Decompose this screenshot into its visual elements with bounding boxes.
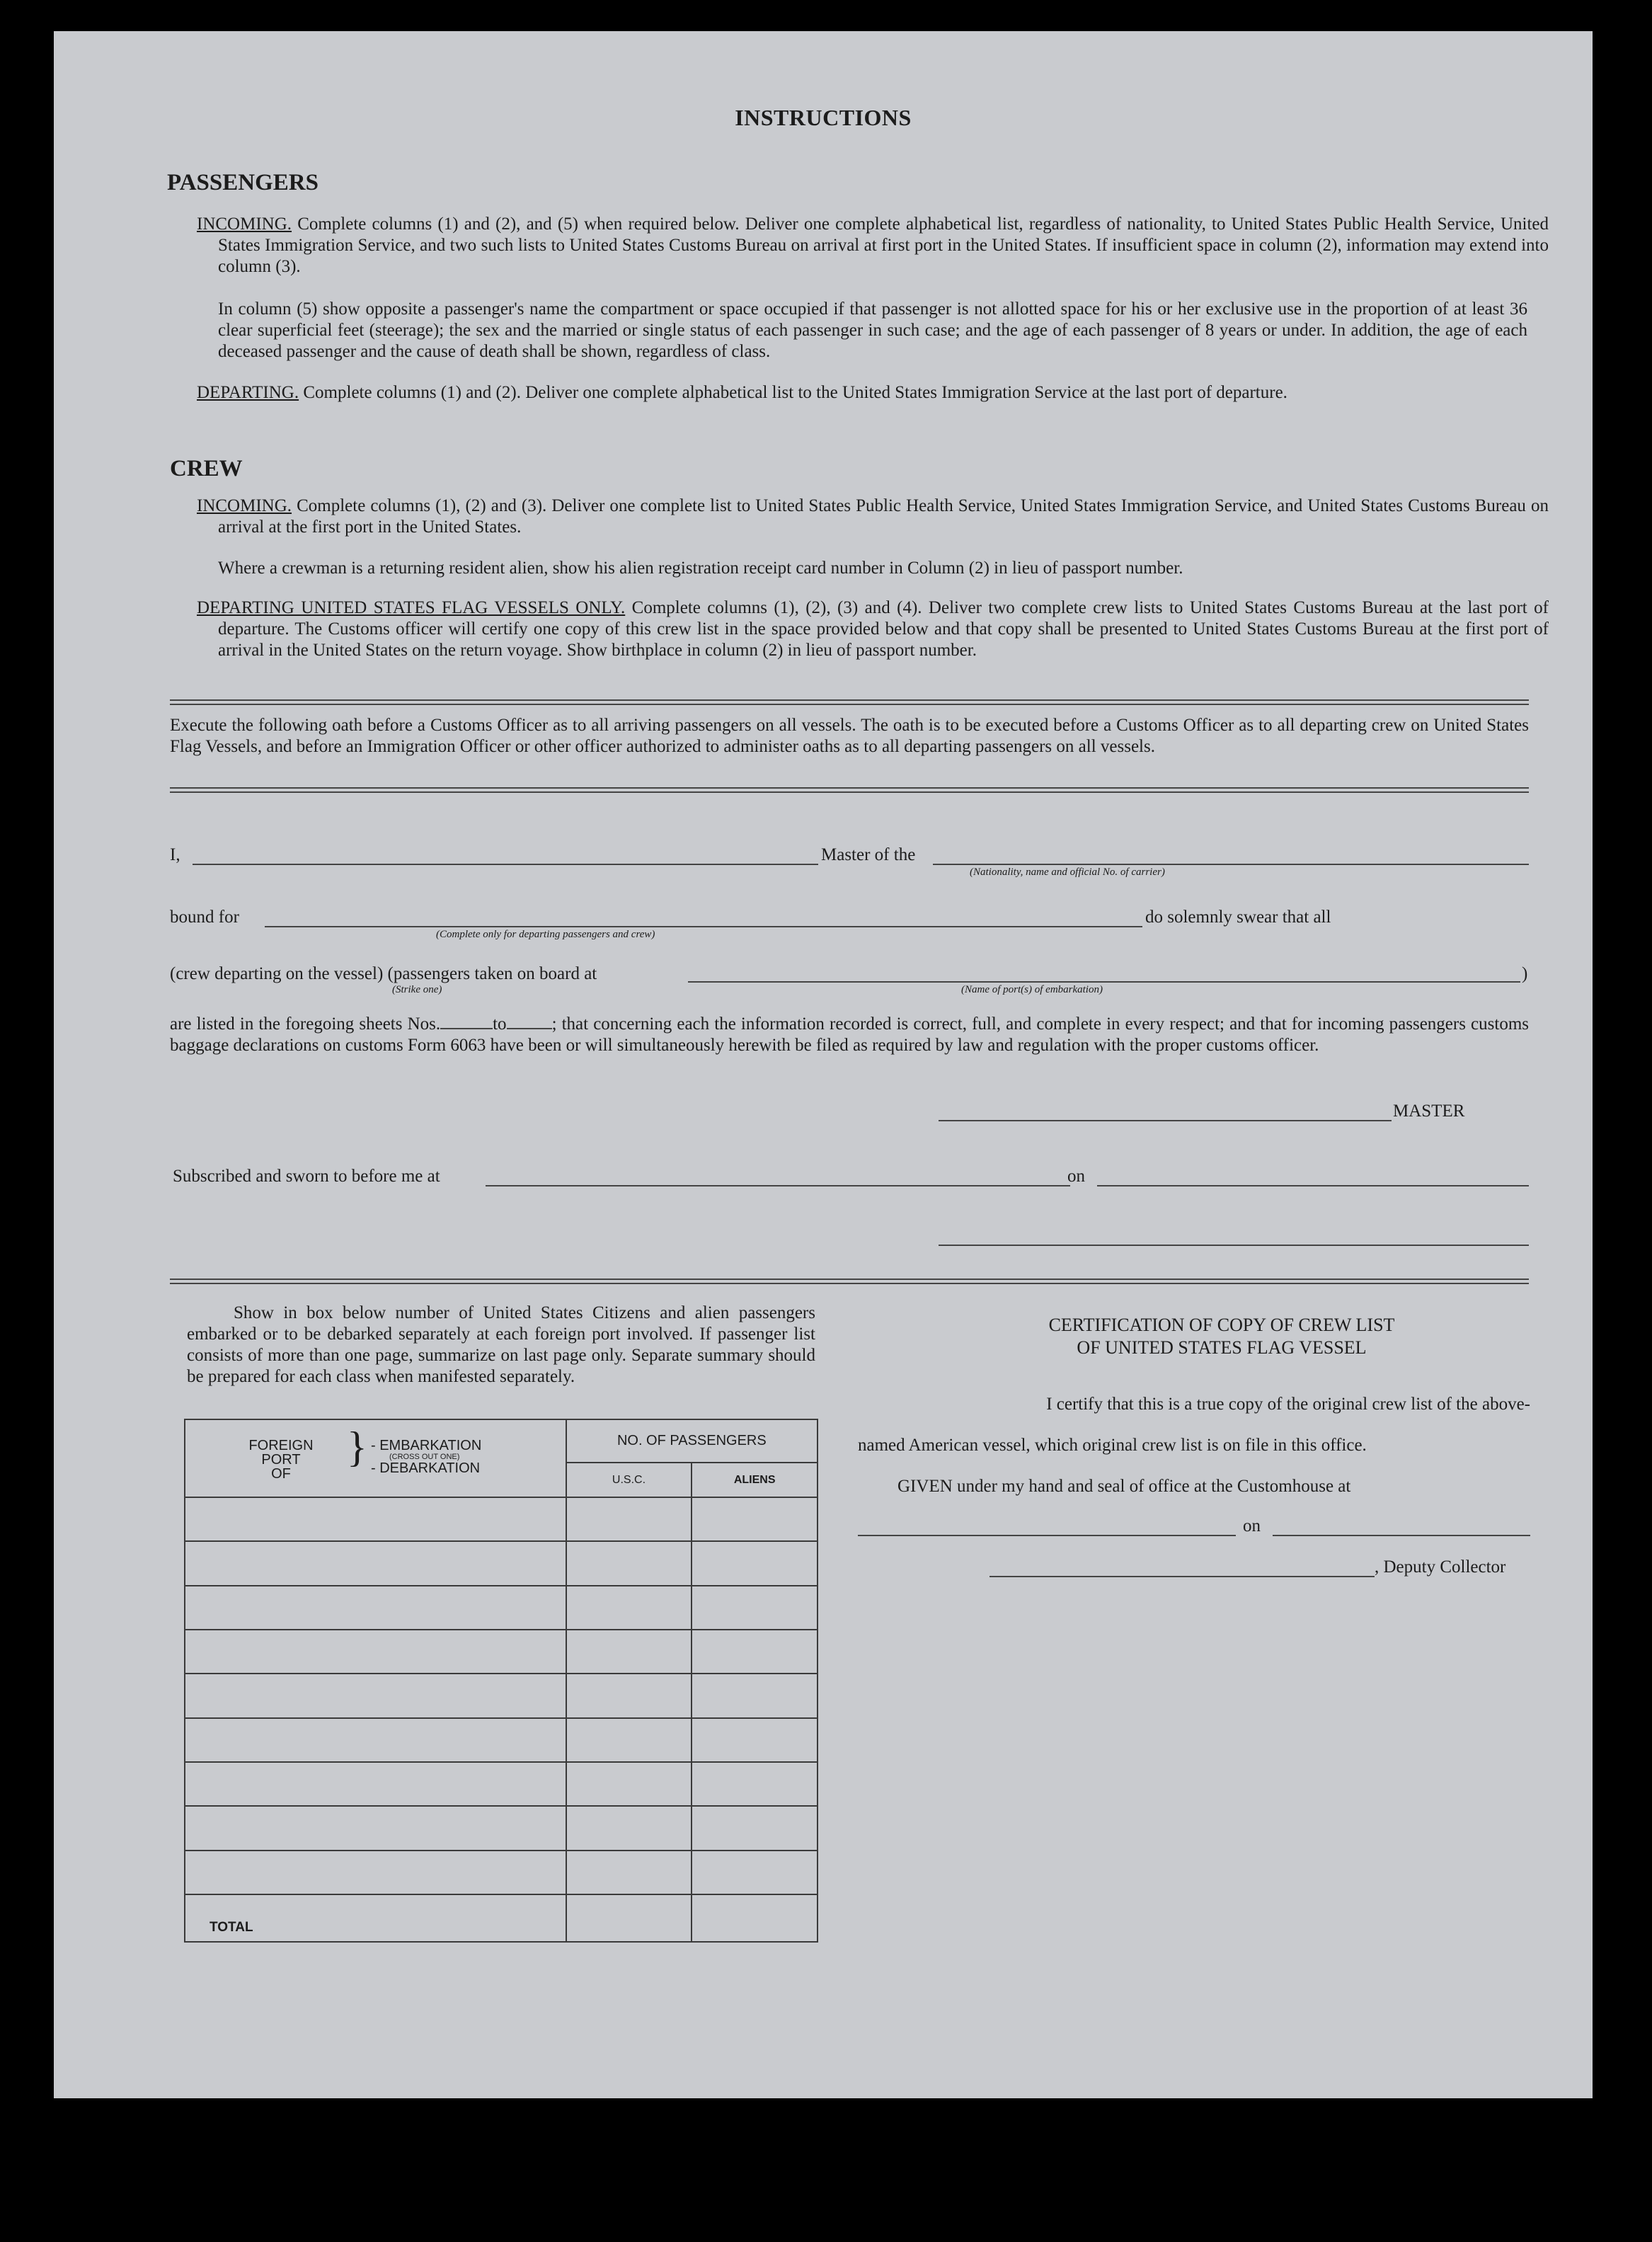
port-cell[interactable] [185, 1806, 566, 1850]
listed-paragraph [170, 1014, 1529, 1056]
customhouse-field[interactable] [858, 1535, 1236, 1536]
aliens-cell[interactable] [692, 1718, 818, 1762]
port-cell[interactable] [185, 1541, 566, 1585]
certification-date-field[interactable] [1273, 1535, 1530, 1536]
officer-signature-field[interactable] [939, 1245, 1529, 1246]
brace-glyph: } [347, 1423, 367, 1470]
master-of-label: Master of the [821, 845, 916, 864]
crew-incoming-lead: INCOMING. [197, 496, 292, 515]
usc-total-cell[interactable] [566, 1894, 692, 1942]
deputy-collector-signature-field[interactable] [990, 1576, 1375, 1577]
divider-line [170, 699, 1529, 705]
port-cell[interactable] [185, 1851, 566, 1894]
deputy-collector-label: , Deputy Collector [1375, 1557, 1506, 1577]
strike-one-caption: (Strike one) [392, 984, 442, 995]
swear-label: do solemnly swear that all [1145, 908, 1331, 927]
aliens-total-cell[interactable] [692, 1894, 818, 1942]
listed-label: are listed in the foregoing sheets Nos. [170, 1014, 441, 1034]
carrier-field[interactable] [933, 864, 1529, 865]
passenger-summary-table [184, 1419, 818, 1943]
usc-cell[interactable] [566, 1806, 692, 1850]
foreign-label: FOREIGN [248, 1437, 314, 1453]
crew-resident-paragraph: Where a crewman is a returning resident alien, show his alien registration receipt card number in Column (2) in lieu of passport number. [218, 559, 1183, 578]
ports-caption: (Name of port(s) of embarkation) [961, 984, 1103, 995]
aliens-cell[interactable] [692, 1674, 818, 1717]
crew-departing-paragraph [197, 597, 1549, 661]
sheet-to-field[interactable] [507, 1015, 552, 1029]
crew-departing-lead: DEPARTING UNITED STATES FLAG VESSELS ONLY. [197, 598, 626, 617]
form-sheet [54, 31, 1593, 2098]
port-cell[interactable] [185, 1762, 566, 1806]
passengers-column5-paragraph: In column (5) show opposite a passenger's name the compartment or space occupied if that passenger is not allotted space for his or her exclusive use in the proportion of at least 36 clear superficial feet (steerage); the sex and the married or single status of each passenger in such case; and the age of each passenger of 8 years or under. In addition, the age of each deceased passenger and the cause of death shall be shown, regardless of class. [218, 299, 1527, 361]
to-label: to [493, 1014, 507, 1034]
subscribed-label: Subscribed and sworn to before me at [173, 1167, 440, 1186]
divider-line [170, 787, 1529, 793]
embarkation-label: - EMBARKATION [371, 1437, 482, 1453]
usc-cell[interactable] [566, 1674, 692, 1717]
master-label: MASTER [1393, 1102, 1465, 1121]
usc-cell[interactable] [566, 1762, 692, 1806]
sheet-from-field[interactable] [440, 1015, 493, 1029]
page-title: INSTRUCTIONS [735, 105, 912, 130]
close-paren: ) [1522, 964, 1528, 983]
port-column-header [185, 1419, 566, 1497]
listed-text: ; that concerning each the information recorded is correct, full, and complete in every respect; and that for incoming passengers customs baggage declarations on customs Form 6063 have been or will simultaneously herewith be filed as required by law and regulation with the proper customs officer. [170, 1014, 1529, 1055]
port-cell[interactable] [185, 1586, 566, 1630]
aliens-cell[interactable] [692, 1762, 818, 1806]
bound-for-label: bound for [170, 908, 239, 927]
port-cell[interactable] [185, 1674, 566, 1717]
carrier-caption: (Nationality, name and official No. of carrier) [970, 867, 1165, 878]
passengers-departing-lead: DEPARTING. [197, 383, 299, 402]
total-label: TOTAL [210, 1920, 253, 1935]
crew-departing-label: (crew departing on the vessel) (passengers taken on board at [170, 964, 597, 983]
passengers-incoming-text: Complete columns (1) and (2), and (5) when required below. Deliver one complete alphabetical list, regardless of nationality, to United States Public Health Service, United States Immigration Service, and two such lists to United States Customs Bureau on arrival at first port in the United States. If insufficient space in column (2), information may extend into column (3). [218, 215, 1549, 276]
oath-instructions: Execute the following oath before a Customs Officer as to all arriving passengers on all vessels. The oath is to be executed before a Customs Officer as to all departing crew on United States Flag Vessels, and before an Immigration Officer or other officer authorized to administer oaths as to all departing passengers on all vessels. [170, 716, 1529, 756]
of-label: OF [271, 1465, 291, 1482]
bound-for-caption: (Complete only for departing passengers and crew) [436, 929, 655, 940]
ports-of-embarkation-field[interactable] [688, 981, 1520, 983]
aliens-cell[interactable] [692, 1851, 818, 1894]
usc-cell[interactable] [566, 1586, 692, 1630]
aliens-column-header: ALIENS [692, 1463, 818, 1497]
usc-cell[interactable] [566, 1630, 692, 1674]
sworn-on-label: on [1067, 1167, 1085, 1186]
aliens-cell[interactable] [692, 1541, 818, 1585]
certification-heading-line2: OF UNITED STATES FLAG VESSEL [1077, 1337, 1367, 1358]
debarkation-label: - DEBARKATION [371, 1460, 481, 1476]
aliens-cell[interactable] [692, 1630, 818, 1674]
sworn-date-field[interactable] [1097, 1185, 1529, 1186]
sworn-place-field[interactable] [486, 1185, 1070, 1186]
passengers-count-header: NO. OF PASSENGERS [566, 1419, 818, 1463]
usc-column-header: U.S.C. [566, 1463, 692, 1497]
certification-heading-line1: CERTIFICATION OF COPY OF CREW LIST [1048, 1315, 1395, 1335]
usc-cell[interactable] [566, 1497, 692, 1541]
passengers-incoming-lead: INCOMING. [197, 215, 292, 234]
port-label: PORT [261, 1451, 301, 1468]
aliens-cell[interactable] [692, 1497, 818, 1541]
passengers-departing-text: Complete columns (1) and (2). Deliver one complete alphabetical list to the United States Immigration Service at the last port of departure. [299, 383, 1287, 402]
summary-instructions: Show in box below number of United States Citizens and alien passengers embarked or to be debarked separately at each foreign port involved. If passenger list consists of more than one page, summarize on last page only. Separate summary should be prepared for each class when manifested separately. [187, 1303, 815, 1386]
crew-incoming-text: Complete columns (1), (2) and (3). Deliver one complete list to United States Public Health Service, United States Immigration Service, and United States Customs Bureau on arrival at the first port in the United States. [218, 496, 1549, 537]
usc-cell[interactable] [566, 1541, 692, 1585]
certification-heading [903, 1314, 1540, 1359]
oath-i-label: I, [170, 845, 180, 864]
usc-cell[interactable] [566, 1851, 692, 1894]
passengers-heading: PASSENGERS [167, 170, 319, 195]
master-signature-field[interactable] [939, 1120, 1392, 1121]
bound-for-field[interactable] [265, 926, 1142, 927]
port-cell[interactable] [185, 1718, 566, 1762]
certification-on-label: on [1243, 1516, 1261, 1535]
named-vessel-text: named American vessel, which original crew list is on file in this office. [858, 1436, 1367, 1455]
port-cell[interactable] [185, 1630, 566, 1674]
certify-text: I certify that this is a true copy of the original crew list of the above- [1046, 1395, 1530, 1414]
aliens-cell[interactable] [692, 1586, 818, 1630]
divider-line [170, 1279, 1529, 1284]
passengers-incoming-paragraph [197, 214, 1549, 278]
cross-out-label: (CROSS OUT ONE) [389, 1452, 460, 1461]
port-cell[interactable] [185, 1497, 566, 1541]
master-name-field[interactable] [193, 864, 818, 865]
crew-heading: CREW [170, 456, 243, 481]
passengers-departing-paragraph [197, 382, 1549, 404]
given-text: GIVEN under my hand and seal of office at the Customhouse at [897, 1477, 1351, 1496]
crew-departing-text: Complete columns (1), (2), (3) and (4). Deliver two complete crew lists to United States Customs Bureau at the last port of departure. The Customs officer will certify one copy of this crew list in the space provided below and that copy shall be presented to United States Customs Bureau at the first port of arrival in the United States on the return voyage. Show birthplace in column (2) in lieu of passport number. [218, 598, 1549, 660]
total-row-label-cell [185, 1894, 566, 1942]
usc-cell[interactable] [566, 1718, 692, 1762]
aliens-cell[interactable] [692, 1806, 818, 1850]
crew-incoming-paragraph [197, 496, 1549, 538]
